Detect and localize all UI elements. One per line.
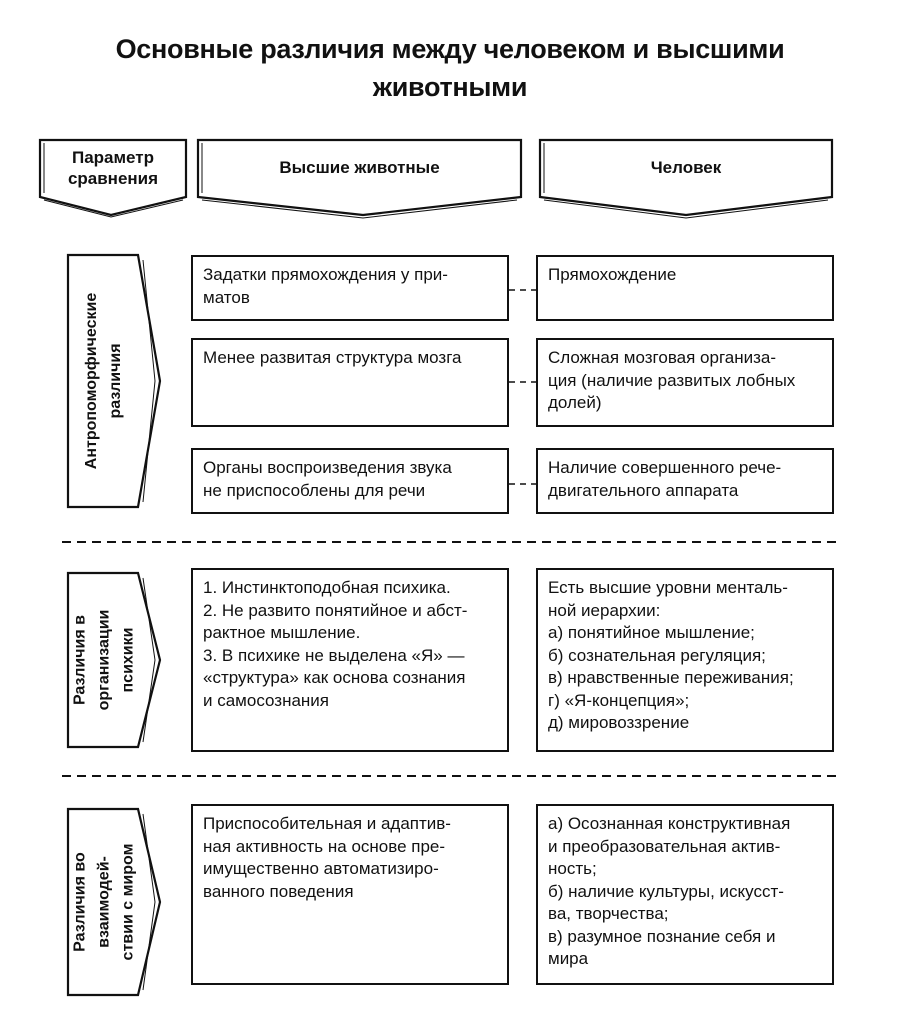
cell-line: а) понятийное мышление; <box>548 623 755 642</box>
cell-line: 3. В психике не выделена «Я» — <box>203 645 465 665</box>
side-label-3-line-1: Различия во <box>71 852 88 952</box>
cell-line: рактное мышление. <box>203 623 361 642</box>
cell-line: Прямохождение <box>548 265 677 284</box>
diagram-title <box>60 30 840 106</box>
cell-line: Сложная мозговая организа- <box>548 348 777 367</box>
cell-human-speech <box>536 448 834 514</box>
cell-line: ная активность на основе пре- <box>203 836 446 856</box>
side-label-psyche <box>68 573 140 747</box>
cell-line: долей) <box>548 393 602 412</box>
cell-human-psyche <box>536 568 834 752</box>
header-parameter-line-1: Параметр <box>71 148 154 167</box>
cell-line: Есть высшие уровни менталь- <box>548 578 788 597</box>
cell-line: а) Осознанная конструктивная <box>548 814 791 833</box>
header-parameter-line-2: сравнения <box>67 169 159 188</box>
cell-line: 1. Инстинктоподобная психика. <box>203 578 451 597</box>
title-line-2: животными <box>372 72 528 102</box>
cell-line: в) разумное познание себя и <box>548 926 776 946</box>
header-human: Человек <box>650 157 722 177</box>
cell-line: мира <box>548 949 589 968</box>
cell-line: и самосознания <box>203 690 329 710</box>
cell-animals-interaction <box>191 804 509 985</box>
cell-line: ва, творчества; <box>548 904 669 923</box>
cell-line: д) мировоззрение <box>548 713 690 732</box>
cell-animals-brain <box>191 338 509 427</box>
cell-human-brain <box>536 338 834 427</box>
cell-line: Органы воспроизведения звука <box>203 458 452 477</box>
cell-line: б) наличие культуры, искусст- <box>548 881 784 901</box>
cell-line: Задатки прямохождения у при- <box>203 265 448 284</box>
side-label-1-line-2: различия <box>107 343 125 419</box>
cell-animals-psyche <box>191 568 509 752</box>
cell-line: в) нравственные переживания; <box>548 668 794 687</box>
header-parameter <box>40 140 186 196</box>
side-label-anthropomorphic <box>68 255 140 507</box>
side-label-2-line-3: психики <box>119 627 137 693</box>
side-label-2-line-2: организации <box>95 609 113 711</box>
cell-human-interaction <box>536 804 834 985</box>
cell-line: г) «Я-концепция»; <box>548 690 690 710</box>
cell-animals-speech <box>191 448 509 514</box>
cell-animals-upright <box>191 255 509 321</box>
cell-line: имущественно автоматизиро- <box>203 859 439 878</box>
side-label-3-line-3: ствии с миром <box>119 843 136 961</box>
cell-line: матов <box>203 287 250 307</box>
header-animals: Высшие животные <box>279 157 440 177</box>
cell-line: Наличие совершенного рече- <box>548 458 782 477</box>
cell-line: не приспособлены для речи <box>203 480 426 500</box>
cell-line: Менее развитая структура мозга <box>203 348 462 367</box>
side-label-2-line-1: Различия в <box>71 614 89 706</box>
cell-line: 2. Не развито понятийное и абст- <box>203 600 468 620</box>
cell-line: ной иерархии: <box>548 600 661 620</box>
cell-line: ванного поведения <box>203 881 354 901</box>
side-label-1-line-1: Антропоморфические <box>83 292 101 470</box>
side-label-3-line-2: взаимодей- <box>95 856 112 948</box>
title-line-1: Основные различия между человеком и высшими <box>115 34 785 64</box>
cell-line: ность; <box>548 859 597 878</box>
cell-line: ция (наличие развитых лобных <box>548 370 796 390</box>
cell-line: и преобразовательная актив- <box>548 836 781 856</box>
side-label-interaction <box>68 809 140 995</box>
cell-human-upright <box>536 255 834 321</box>
cell-line: б) сознательная регуляция; <box>548 645 766 665</box>
cell-line: «структура» как основа сознания <box>203 668 466 687</box>
cell-line: двигательного аппарата <box>548 480 739 500</box>
cell-line: Приспособительная и адаптив- <box>203 814 451 833</box>
